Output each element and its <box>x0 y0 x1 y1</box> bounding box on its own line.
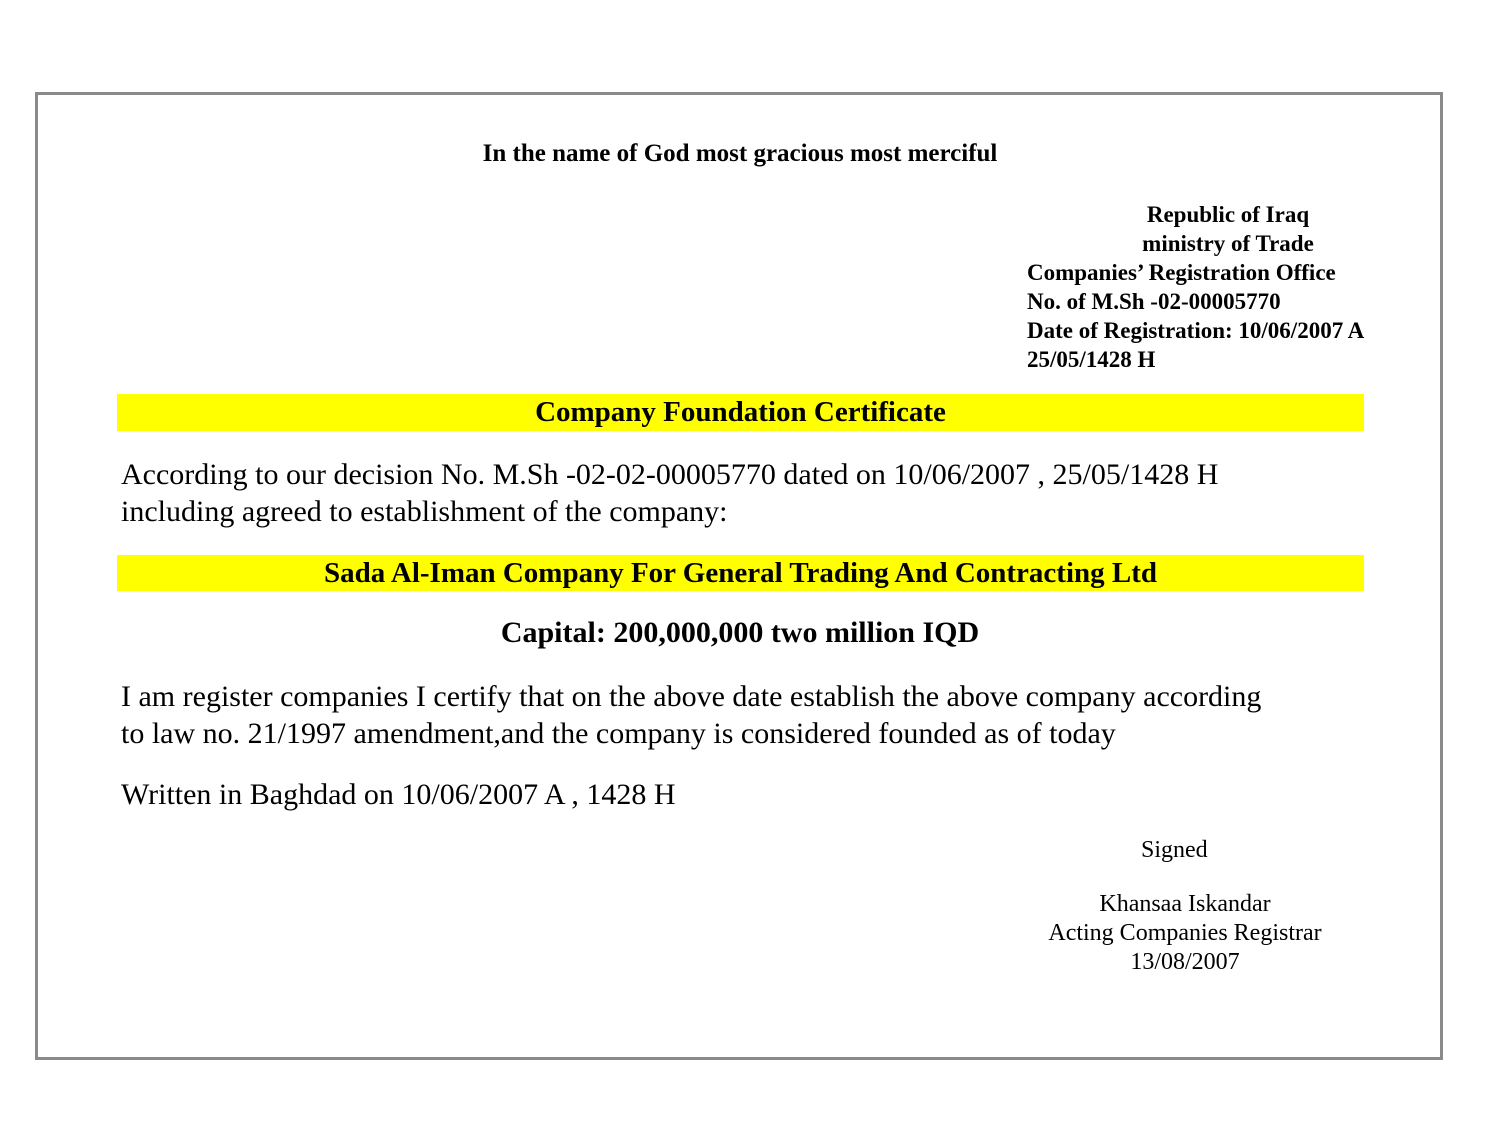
certify-line-1: I am register companies I certify that on the above date establish the above company according <box>121 680 1262 713</box>
capital-statement: Capital: 200,000,000 two million IQD <box>500 616 980 649</box>
signatory-name: Khansaa Iskandar <box>1099 891 1271 917</box>
decision-paragraph <box>121 456 1218 530</box>
issuer-office: Companies’ Registration Office <box>1027 260 1336 285</box>
registration-hijri-date: 25/05/1428 H <box>1027 347 1156 372</box>
signed-label: Signed <box>1141 837 1208 863</box>
issuer-ministry: ministry of Trade <box>1142 231 1314 256</box>
issuer-block <box>1027 200 1429 374</box>
registration-date: Date of Registration: 10/06/2007 A <box>1027 318 1365 343</box>
written-place-date: Written in Baghdad on 10/06/2007 A , 1428 H <box>121 778 676 811</box>
certification-paragraph <box>121 678 1261 752</box>
invocation-heading: In the name of God most gracious most merciful <box>482 140 998 167</box>
certificate-title: Company Foundation Certificate <box>117 394 1364 431</box>
signature-date: 13/08/2007 <box>1130 949 1240 975</box>
issuer-country: Republic of Iraq <box>1146 202 1310 227</box>
company-name: Sada Al-Iman Company For General Trading And Contracting Ltd <box>117 555 1364 591</box>
certify-line-2: to law no. 21/1997 amendment,and the company is considered founded as of today <box>121 717 1116 750</box>
signatory-role: Acting Companies Registrar <box>1048 920 1322 946</box>
decision-line-1: According to our decision No. M.Sh -02-02-00005770 dated on 10/06/2007 , 25/05/1428 H <box>121 458 1219 491</box>
registration-number: No. of M.Sh -02-00005770 <box>1027 289 1281 314</box>
decision-line-2: including agreed to establishment of the company: <box>121 495 728 528</box>
signature-block <box>1041 890 1329 977</box>
